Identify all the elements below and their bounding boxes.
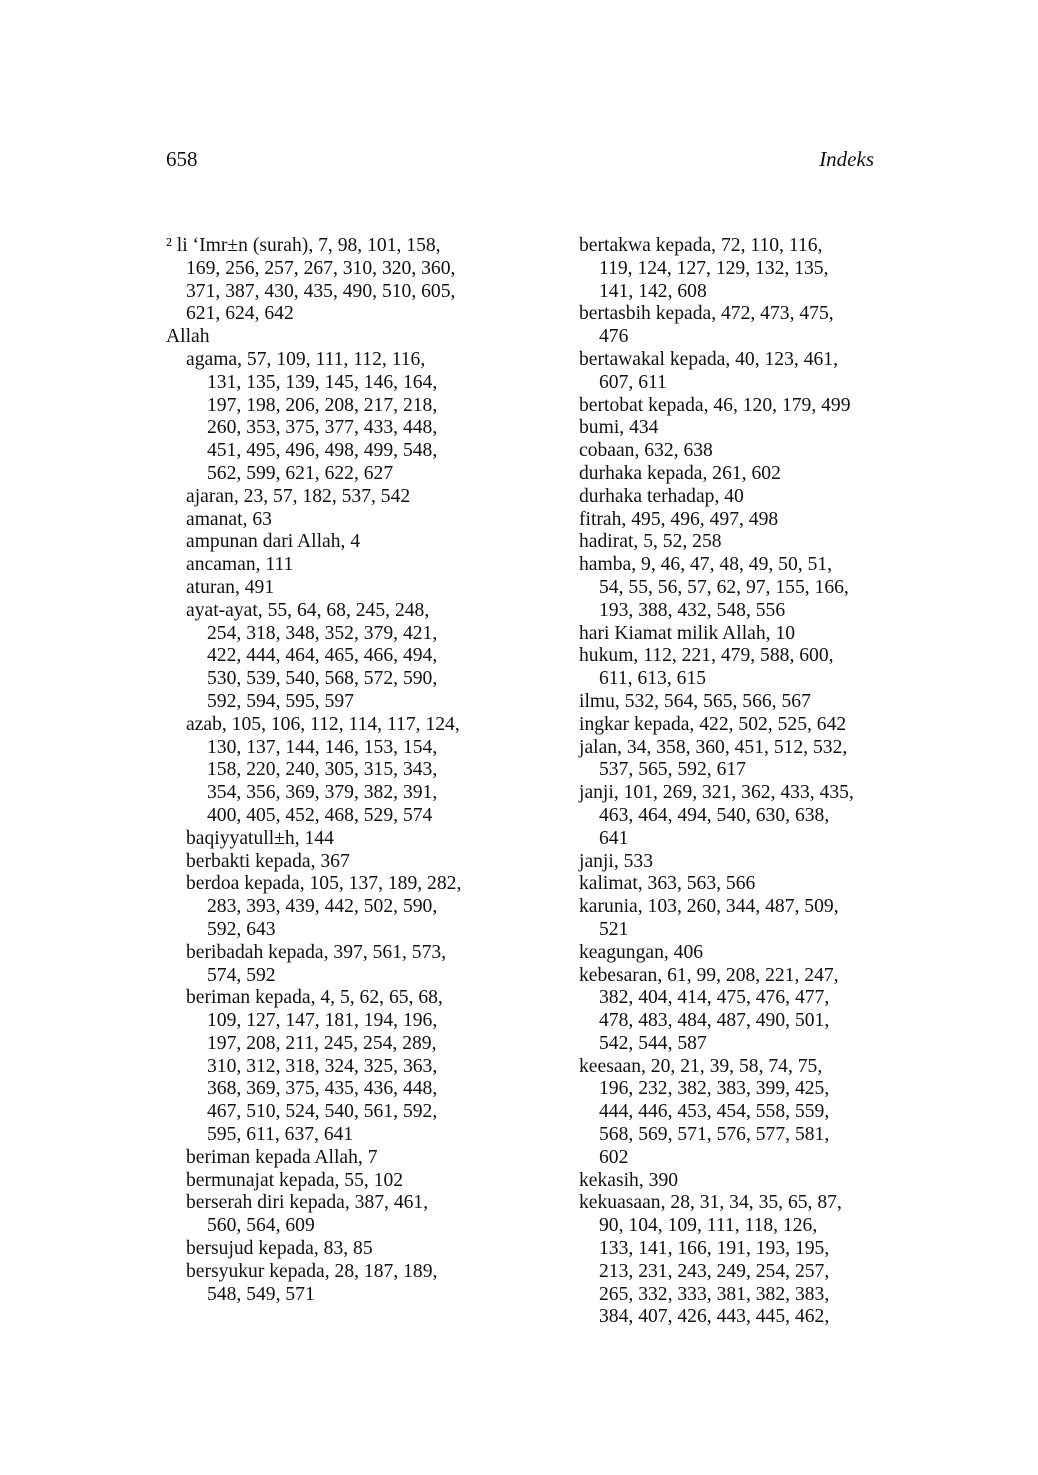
- index-subentry-line: 463, 464, 494, 540, 630, 638,: [599, 804, 830, 826]
- index-subentry-line: 562, 599, 621, 622, 627: [207, 462, 394, 484]
- index-subentry-line: 542, 544, 587: [599, 1032, 707, 1054]
- index-subentry-line: beribadah kepada, 397, 561, 573,: [186, 941, 447, 963]
- index-entry: kebesaran, 61, 99, 208, 221, 247,: [579, 964, 839, 986]
- index-subentry-line: baqiyyatull±h, 144: [186, 827, 334, 849]
- index-subentry-line: berbakti kepada, 367: [186, 850, 350, 872]
- index-subentry-line: 560, 564, 609: [207, 1215, 315, 1237]
- index-entry: janji, 533: [579, 850, 654, 872]
- index-subentry-line: bermunajat kepada, 55, 102: [186, 1169, 404, 1191]
- index-subentry-line: 310, 312, 318, 324, 325, 363,: [207, 1055, 438, 1077]
- index-subentry-line: 265, 332, 333, 381, 382, 383,: [599, 1283, 830, 1305]
- index-subentry-line: aturan, 491: [186, 576, 275, 598]
- index-column-right: [579, 235, 889, 1329]
- section-title: Indeks: [819, 147, 874, 171]
- index-subentry-line: 197, 208, 211, 245, 254, 289,: [207, 1032, 437, 1054]
- index-subentry-line: 384, 407, 426, 443, 445, 462,: [599, 1306, 830, 1328]
- index-subentry-line: 193, 388, 432, 548, 556: [599, 599, 786, 621]
- index-entry: kalimat, 363, 563, 566: [579, 873, 756, 895]
- index-entry: bertakwa kepada, 72, 110, 116,: [579, 235, 823, 256]
- index-subentry-line: 371, 387, 430, 435, 490, 510, 605,: [186, 280, 456, 302]
- index-subentry-line: 548, 549, 571: [207, 1283, 315, 1305]
- index-subentry-line: 196, 232, 382, 383, 399, 425,: [599, 1078, 830, 1100]
- index-entry: bumi, 434: [579, 417, 659, 439]
- index-entry: ilmu, 532, 564, 565, 566, 567: [579, 690, 811, 712]
- index-subentry-line: ampunan dari Allah, 4: [186, 531, 361, 553]
- index-subentry-line: 283, 393, 439, 442, 502, 590,: [207, 896, 438, 918]
- index-entry: karunia, 103, 260, 344, 487, 509,: [579, 896, 839, 918]
- index-entry: durhaka kepada, 261, 602: [579, 462, 781, 484]
- index-subentry-line: 521: [599, 918, 629, 940]
- index-entry: kekuasaan, 28, 31, 34, 35, 65, 87,: [579, 1192, 842, 1214]
- index-subentry-line: azab, 105, 106, 112, 114, 117, 124,: [186, 713, 460, 735]
- index-subentry-line: 90, 104, 109, 111, 118, 126,: [599, 1215, 818, 1237]
- index-subentry-line: beriman kepada Allah, 7: [186, 1146, 378, 1168]
- index-entry: janji, 101, 269, 321, 362, 433, 435,: [579, 782, 854, 804]
- index-subentry-line: bersyukur kepada, 28, 187, 189,: [186, 1260, 438, 1282]
- index-entry: hari Kiamat milik Allah, 10: [579, 622, 796, 644]
- index-subentry-line: 382, 404, 414, 475, 476, 477,: [599, 987, 830, 1009]
- index-subentry-line: berserah diri kepada, 387, 461,: [186, 1192, 429, 1214]
- index-subentry-line: 574, 592: [207, 964, 276, 986]
- index-subentry-line: 197, 198, 206, 208, 217, 218,: [207, 394, 438, 416]
- index-subentry-line: ayat-ayat, 55, 64, 68, 245, 248,: [186, 599, 430, 621]
- index-subentry-line: berdoa kepada, 105, 137, 189, 282,: [186, 873, 462, 895]
- index-subentry-line: 260, 353, 375, 377, 433, 448,: [207, 417, 438, 439]
- index-subentry-line: 476: [599, 326, 629, 348]
- index-subentry-line: 141, 142, 608: [599, 280, 707, 302]
- index-subentry-line: ajaran, 23, 57, 182, 537, 542: [186, 485, 411, 507]
- index-subentry-line: 119, 124, 127, 129, 132, 135,: [599, 257, 829, 279]
- index-subentry-line: beriman kepada, 4, 5, 62, 65, 68,: [186, 987, 443, 1009]
- index-subentry-line: 444, 446, 453, 454, 558, 559,: [599, 1101, 830, 1123]
- index-subentry-line: 568, 569, 571, 576, 577, 581,: [599, 1124, 830, 1146]
- index-subentry-line: 607, 611: [599, 371, 667, 393]
- index-subentry-line: bersujud kepada, 83, 85: [186, 1238, 373, 1260]
- index-subentry-line: 169, 256, 257, 267, 310, 320, 360,: [186, 257, 456, 279]
- index-subentry-line: amanat, 63: [186, 508, 272, 530]
- index-subentry-line: 478, 483, 484, 487, 490, 501,: [599, 1010, 830, 1032]
- index-entry: Allah: [166, 326, 210, 348]
- index-entry: fitrah, 495, 496, 497, 498: [579, 508, 779, 530]
- index-subentry-line: 451, 495, 496, 498, 499, 548,: [207, 440, 438, 462]
- index-column-left: [166, 235, 526, 1306]
- index-entry: keagungan, 406: [579, 941, 704, 963]
- index-subentry-line: 400, 405, 452, 468, 529, 574: [207, 804, 433, 826]
- index-subentry-line: 611, 613, 615: [599, 668, 707, 690]
- index-subentry-line: 595, 611, 637, 641: [207, 1124, 354, 1146]
- index-entry: bertawakal kepada, 40, 123, 461,: [579, 348, 838, 370]
- index-entry: hamba, 9, 46, 47, 48, 49, 50, 51,: [579, 554, 833, 576]
- index-subentry-line: 530, 539, 540, 568, 572, 590,: [207, 668, 438, 690]
- index-subentry-line: 368, 369, 375, 435, 436, 448,: [207, 1078, 438, 1100]
- index-subentry-line: 354, 356, 369, 379, 382, 391,: [207, 782, 438, 804]
- index-entry: durhaka terhadap, 40: [579, 485, 744, 507]
- index-subentry-line: 602: [599, 1146, 629, 1168]
- index-subentry-line: 592, 643: [207, 918, 276, 940]
- index-entry: cobaan, 632, 638: [579, 440, 713, 462]
- index-entry: keesaan, 20, 21, 39, 58, 74, 75,: [579, 1055, 823, 1077]
- index-subentry-line: 213, 231, 243, 249, 254, 257,: [599, 1260, 830, 1282]
- index-subentry-line: ancaman, 111: [186, 554, 294, 576]
- index-subentry-line: 130, 137, 144, 146, 153, 154,: [207, 736, 438, 758]
- index-subentry-line: 621, 624, 642: [186, 303, 294, 325]
- index-subentry-line: 158, 220, 240, 305, 315, 343,: [207, 759, 438, 781]
- index-subentry-line: 131, 135, 139, 145, 146, 164,: [207, 371, 438, 393]
- index-entry: bertasbih kepada, 472, 473, 475,: [579, 303, 834, 325]
- index-entry: hadirat, 5, 52, 258: [579, 531, 722, 553]
- index-subentry-line: 254, 318, 348, 352, 379, 421,: [207, 622, 438, 644]
- index-entry: kekasih, 390: [579, 1169, 679, 1191]
- index-subentry-line: 54, 55, 56, 57, 62, 97, 155, 166,: [599, 576, 849, 598]
- index-subentry-line: agama, 57, 109, 111, 112, 116,: [186, 348, 426, 370]
- index-subentry-line: 133, 141, 166, 191, 193, 195,: [599, 1238, 830, 1260]
- index-entry: ² li ‘Imr±n (surah), 7, 98, 101, 158,: [166, 235, 441, 256]
- index-entry: hukum, 112, 221, 479, 588, 600,: [579, 645, 834, 667]
- index-subentry-line: 109, 127, 147, 181, 194, 196,: [207, 1010, 438, 1032]
- index-entry: bertobat kepada, 46, 120, 179, 499: [579, 394, 851, 416]
- index-entry: ingkar kepada, 422, 502, 525, 642: [579, 713, 847, 735]
- index-subentry-line: 467, 510, 524, 540, 561, 592,: [207, 1101, 438, 1123]
- index-subentry-line: 641: [599, 827, 629, 849]
- index-entry: jalan, 34, 358, 360, 451, 512, 532,: [579, 736, 848, 758]
- page-number: 658: [166, 147, 198, 171]
- index-subentry-line: 537, 565, 592, 617: [599, 759, 746, 781]
- index-subentry-line: 592, 594, 595, 597: [207, 690, 354, 712]
- index-subentry-line: 422, 444, 464, 465, 466, 494,: [207, 645, 438, 667]
